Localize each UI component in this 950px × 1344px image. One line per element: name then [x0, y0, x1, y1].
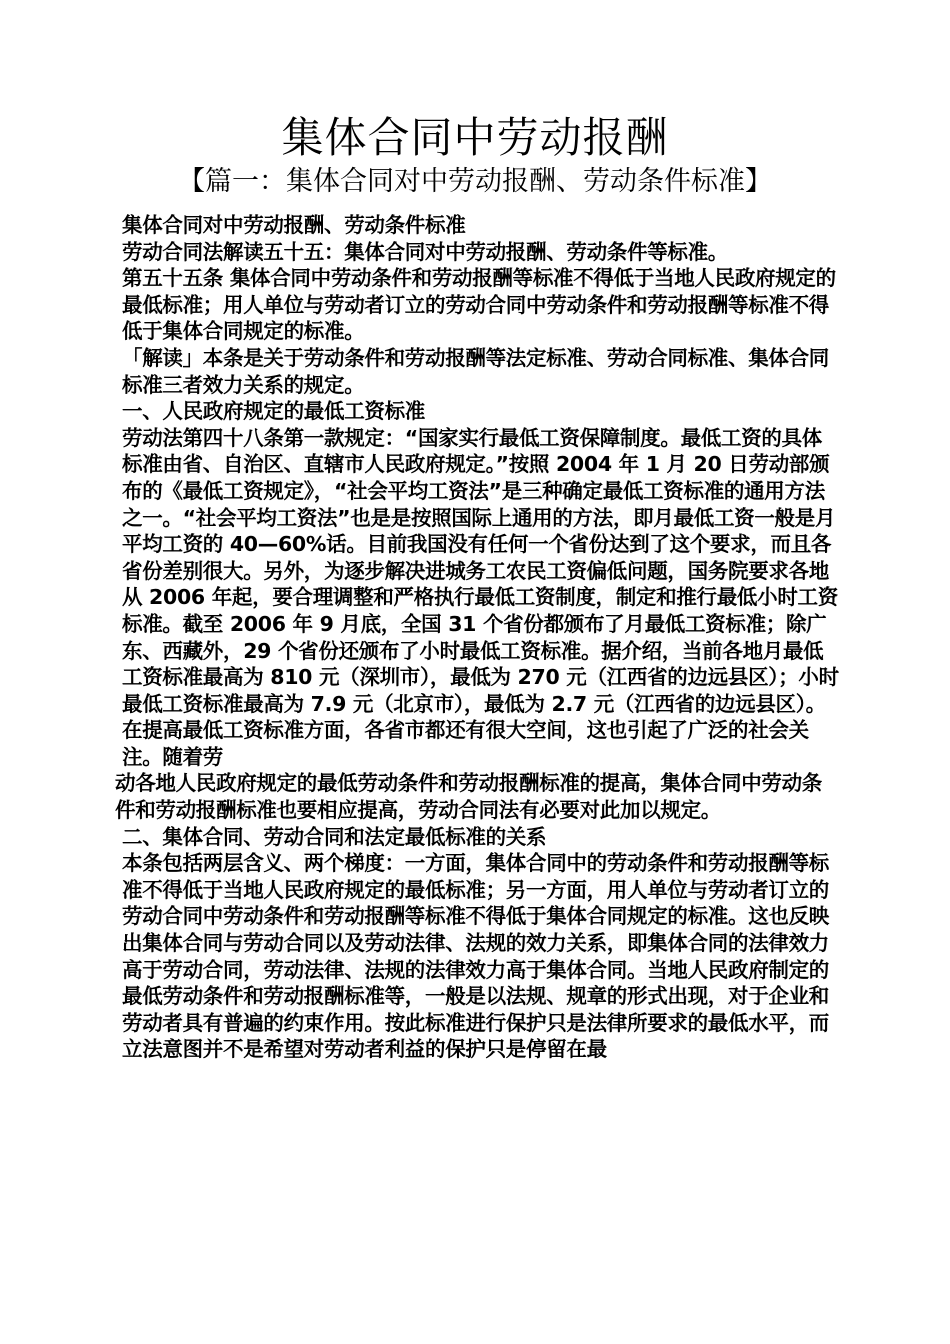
paragraph-heading: 集体合同对中劳动报酬、劳动条件标准 [122, 213, 466, 237]
paragraph-relationship: 本条包括两层含义、两个梯度：一方面，集体合同中的劳动条件和劳动报酬等标准不得低于当地人民政府规定的最低标准；另一方面，用人单位与劳动者订立的劳动合同中劳动条件和劳动报酬等标准不得低于集体合同规定的标准。这也反映出集体合同与劳动合同以及劳动法律、法规的效力关系，即集体合同的法律效力高于劳动合同，劳动法律、法规的法律效力高于集体合同。当地人民政府制定的最低劳动条件和劳动报酬标准等，一般是以法规、规章的形式出现，对于企业和劳动者具有普遍的约束作用。按此标准进行保护只是法律所要求的最低水平，而立法意图并不是希望对劳动者利益的保护只是停留在最 [122, 851, 829, 1062]
section-heading-2: 二、集体合同、劳动合同和法定最低标准的关系 [122, 824, 547, 849]
document-subtitle: 【篇一：集体合同对中劳动报酬、劳动条件标准】 [178, 166, 772, 197]
paragraph-continuation: 动各地人民政府规定的最低劳动条件和劳动报酬标准的提高，集体合同中劳动条件和劳动报酬标准也要相应提高，劳动合同法有必要对此加以规定。 [115, 771, 822, 823]
paragraph-article-55: 第五十五条 集体合同中劳动条件和劳动报酬等标准不得低于当地人民政府规定的最低标准；用人单位与劳动者订立的劳动合同中劳动条件和劳动报酬等标准不得低于集体合同规定的标准。 [122, 266, 836, 344]
document-body [115, 212, 840, 1063]
paragraph-interpretation: 「解读」本条是关于劳动条件和劳动报酬等法定标准、劳动合同标准、集体合同标准三者效力关系的规定。 [122, 345, 829, 397]
document-title: 集体合同中劳动报酬 [281, 113, 669, 162]
section-heading-1: 一、人民政府规定的最低工资标准 [122, 399, 425, 424]
paragraph-interpretation-title: 劳动合同法解读五十五：集体合同对中劳动报酬、劳动条件等标准。 [122, 239, 728, 264]
paragraph-minimum-wage: 劳动法第四十八条第一款规定：“国家实行最低工资保障制度。最低工资的具体标准由省、自治区、直辖市人民政府规定。”按照 2004 年 1 月 20 日劳动部颁布的《最低工资规定》，“社会平均工资法”是三种确定最低工资标准的通用方法之一。“社会平均工资法”也是是按照国际上通用的方法，即月最低工资一般是月平均工资的 40—60%话。目前我国没有任何一个省份达到了这个要求，而且各省份差别很大。另外，为逐步解决进城务工农民工资偏低问题，国务院要求各地从 2006 年起，要合理调整和严格执行最低工资制度，制定和推行最低小时工资标准。截至 2006 年 9 月底，全国 31 个省份都颁布了月最低工资标准；除广东、西藏外，29 个省份还颁布了小时最低工资标准。据介绍，当前各地月最低工资标准最高为 810 元（深圳市），最低为 270 元（江西省的边远县区）；小时最低工资标准最高为 7.9 元（北京市），最低为 2.7 元（江西省的边远县区）。在提高最低工资标准方面，各省市都还有很大空间，这也引起了广泛的社会关注。随着劳 [122, 425, 839, 769]
